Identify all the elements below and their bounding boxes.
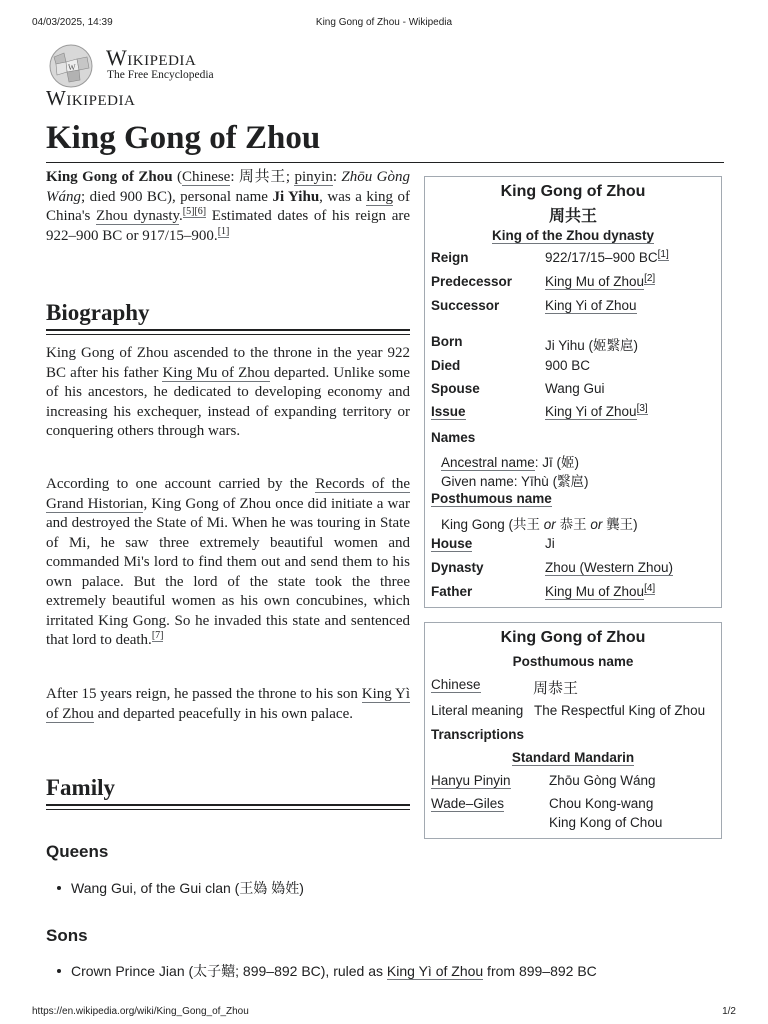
ref-4[interactable]: [4] [644, 582, 656, 594]
king-yi-link-2[interactable]: King Yì of Zhou [386, 963, 484, 979]
ref-1-infobox[interactable]: [1] [657, 248, 669, 260]
ref-7[interactable]: [7] [151, 630, 164, 641]
standard-mandarin-row [425, 750, 721, 765]
wikipedia-tagline: The Free Encyclopedia [107, 69, 214, 81]
king-yi-link[interactable]: King Yì of Zhou [46, 686, 411, 722]
father-link[interactable]: King Mu of Zhou [545, 584, 645, 599]
queens-list [46, 878, 304, 898]
zhou-kings-link[interactable]: King of the Zhou dynasty [492, 228, 654, 243]
pinyin-text: Zhōu Gòng Wáng [46, 169, 410, 205]
biography-para-1: King Gong of Zhou ascended to the throne in the year 922 BC after his father King Mu of Zhou departed. Unlike some of his ancestors, he dedicated to developing economy and increasing his exchequer, instead of expanding territory or conquering others through wars. [46, 345, 411, 439]
standard-mandarin-link[interactable]: Standard Mandarin [511, 750, 635, 765]
svg-text:W: W [68, 63, 76, 72]
ancestral-name-link[interactable]: Ancestral name [441, 455, 535, 470]
family-divider [46, 804, 410, 810]
pinyin-link[interactable]: pinyin [294, 169, 333, 185]
hanyu-pinyin-link[interactable]: Hanyu Pinyin [431, 773, 511, 788]
ref-3[interactable]: [3] [636, 402, 648, 414]
print-title: King Gong of Zhou - Wikipedia [315, 17, 453, 28]
list-item: Crown Prince Jian (太子囏; 899–892 BC), ruled as King Yì of Zhou from 899–892 BC [46, 961, 597, 981]
names-label: Names [431, 430, 476, 445]
successor-link[interactable]: King Yi of Zhou [545, 298, 637, 313]
dynasty-link[interactable]: Zhou (Western Zhou) [545, 560, 674, 575]
infobox-chinese-name: King Gong of Zhou Posthumous name Chinese 周恭王 Literal meaning The Respectful King of Zhou Transcriptions Standard Mandarin Hanyu Pinyin Zhōu Gòng Wáng Wade–Giles Chou Kong-wang King Kong of Chou [424, 622, 722, 839]
given-name-row: Given name: Yīhù (繄扈) [441, 474, 589, 489]
list-item: Wang Gui, of the Gui clan (王媯 媯姓) [46, 878, 304, 898]
print-url: https://en.wikipedia.org/wiki/King_Gong_of_Zhou [32, 1006, 249, 1017]
biography-heading: Biography [46, 300, 150, 325]
infobox-subtitle [425, 228, 721, 243]
biography-para-2: According to one account carried by the Records of the Grand Historian, King Gong of Zhou once did initiate a war and destroyed the State of Mi. When he was touring in State of Mi, he saw three extremely beautiful women and commanded Mi's lord to find them out and send them to his own palace. But the lord of the state took the three extremely beautiful women as his own concubines, which irritated King Gong. So he invaded this state and sentenced that lord to death.[7] [46, 476, 410, 648]
ref-1[interactable]: [1] [217, 225, 230, 237]
king-mu-link[interactable]: King Mu of Zhou [162, 364, 270, 381]
wikipedia-wordmark[interactable]: Wikipedia [106, 45, 197, 70]
print-page-number: 1/2 [722, 1006, 736, 1017]
infobox-title-chinese: 周共王 [548, 208, 597, 225]
intro-name: King Gong of Zhou [46, 169, 173, 185]
biography-divider [46, 329, 410, 335]
wade-giles-link[interactable]: Wade–Giles [431, 796, 505, 811]
personal-name: Ji Yihu [272, 188, 320, 205]
issue-link[interactable]: Issue [431, 404, 466, 419]
queens-heading: Queens [46, 842, 109, 861]
intro-paragraph: King Gong of Zhou (Chinese: 周共王; pinyin: Zhōu Gòng Wáng; died 900 BC), personal name Ji Yihu, was a king of China's Zhou dynasty.[5][6] Estimated dates of his reign are 922–900 BC or 917/15–900.[1] [46, 169, 411, 244]
ref-6[interactable]: [6] [194, 206, 207, 217]
ref-5[interactable]: [5] [182, 206, 195, 217]
chinese-link[interactable]: Chinese [182, 169, 231, 185]
ref-2[interactable]: [2] [644, 272, 656, 284]
king-link[interactable]: king [366, 188, 394, 205]
wikipedia-wordmark-secondary[interactable]: Wikipedia [46, 86, 136, 110]
sons-heading: Sons [46, 926, 88, 945]
infobox2-subtitle: Posthumous name [512, 654, 634, 669]
infobox-title: King Gong of Zhou [500, 183, 646, 200]
ancestral-name-row: Ancestral name: Jī (姬) [441, 455, 580, 470]
family-heading: Family [46, 775, 115, 800]
issue-value-link[interactable]: King Yi of Zhou [545, 404, 637, 419]
predecessor-link[interactable]: King Mu of Zhou [545, 274, 645, 289]
infobox2-title: King Gong of Zhou [500, 629, 646, 646]
records-grand-historian-link[interactable]: Records of the Grand Historian [46, 476, 410, 512]
house-link[interactable]: House [431, 536, 473, 551]
title-divider [46, 162, 724, 163]
chinese-link-infobox[interactable]: Chinese [431, 677, 481, 692]
posthumous-name-row: King Gong (共王 or 恭王 or 龔王) [441, 517, 638, 532]
transcriptions-label: Transcriptions [431, 727, 525, 742]
print-date: 04/03/2025, 14:39 [32, 17, 113, 28]
zhou-dynasty-link[interactable]: Zhou dynasty [96, 208, 180, 224]
biography-para-3: After 15 years reign, he passed the throne to his son King Yì of Zhou and departed peacefully in his own palace. [46, 686, 411, 722]
sons-list [46, 961, 597, 981]
posthumous-name-link[interactable]: Posthumous name [431, 491, 552, 506]
posthumous-label-row [431, 491, 715, 506]
infobox-main: King Gong of Zhou 周共王 King of the Zhou dynasty Reign 922/17/15–900 BC[1] Predecessor King Mu of Zhou[2] Successor King Yi of Zhou Born Ji Yihu (姬繄扈) Died 900 BC Spouse Wang Gui Issue King Yi of Zhou[3] Names Ancestral name: Jī (姬) Given name: Yīhù (繄扈) Posthumous name King Gong (共王 or 恭王 or 龔王) House Ji Dynasty Zhou (Western Zhou) Father King Mu of Zhou[4] [424, 176, 722, 608]
page-title: King Gong of Zhou [46, 120, 321, 156]
wikipedia-globe-icon[interactable] [46, 43, 96, 89]
